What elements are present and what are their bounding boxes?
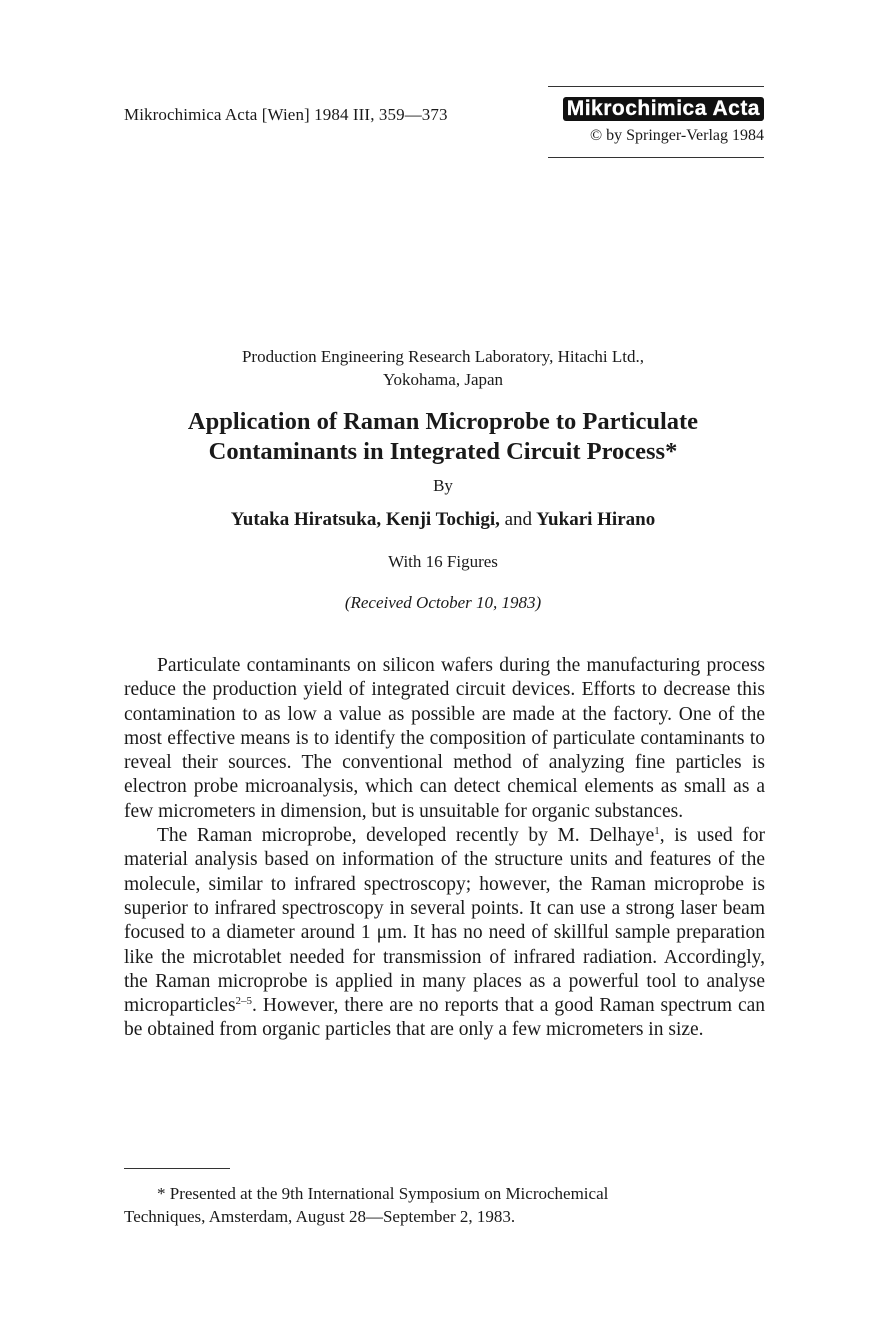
authors-first: Yutaka Hiratsuka, Kenji Tochigi, [230, 509, 500, 530]
paragraph-2-part-b: , is used for material analysis based on information of the structure units and features of the molecule, similar to infrared spectroscopy; however, the Raman microprobe is superior to infrared spectroscopy in several points. It can use a strong laser beam focused to a diameter around 1 μm. It has no need of skillful sample preparation like the microtablet needed for transmission of infrared radiation. Accordingly, the Raman microprobe is applied in many places as a powerful tool to analyse microparticles [124, 825, 765, 1017]
journal-logo: Mikrochimica Acta [563, 97, 764, 121]
author-list [0, 509, 886, 531]
paper-title [0, 407, 886, 467]
paragraph-1: Particulate contaminants on silicon wafers during the manufacturing process reduce the production yield of integrated circuit devices. Efforts to decrease this contamination to as low a value as possible are made at the factory. One of the most effective means is to identify the composition of particulate contaminants to reveal their sources. The conventional method of analyzing fine particles is electron probe microanalysis, which can detect chemical elements as small as a few micrometers in dimension, but is unsuitable for organic substances. [124, 655, 765, 822]
journal-citation: Mikrochimica Acta [Wien] 1984 III, 359—373 [124, 105, 448, 124]
masthead-bottom-rule [548, 157, 764, 158]
authors-last: Yukari Hirano [536, 509, 656, 530]
title-line-1: Application of Raman Microprobe to Particulate [187, 408, 699, 435]
copyright-notice: © by Springer-Verlag 1984 [589, 127, 764, 144]
paragraph-2-part-a: The Raman microprobe, developed recently by M. Delhaye [157, 825, 655, 847]
paragraph-2-part-c: . However, there are no reports that a good Raman spectrum can be obtained from organic particles that are only a few micrometers in size. [124, 995, 765, 1041]
title-line-2: Contaminants in Integrated Circuit Process* [208, 438, 678, 465]
masthead-top-rule [548, 86, 764, 87]
affiliation [0, 345, 886, 391]
reference-2-5: 2–5 [235, 995, 253, 1008]
footnote-line-2: Techniques, Amsterdam, August 28—September 2, 1983. [124, 1207, 516, 1226]
footnote [124, 1182, 765, 1228]
body-text [124, 654, 765, 1043]
figures-note: With 16 Figures [388, 552, 498, 571]
footnote-line-1: * Presented at the 9th International Symposium on Microchemical [157, 1184, 609, 1203]
reference-1: 1 [654, 825, 660, 838]
paragraph-2 [124, 824, 765, 1043]
journal-masthead [548, 86, 764, 158]
authors-and: and [504, 509, 533, 530]
affiliation-line-1: Production Engineering Research Laboratory, Hitachi Ltd., [241, 347, 645, 366]
footnote-separator [124, 1168, 230, 1169]
received-date: (Received October 10, 1983) [344, 593, 542, 612]
by-label: By [433, 476, 453, 495]
affiliation-line-2: Yokohama, Japan [382, 370, 504, 389]
